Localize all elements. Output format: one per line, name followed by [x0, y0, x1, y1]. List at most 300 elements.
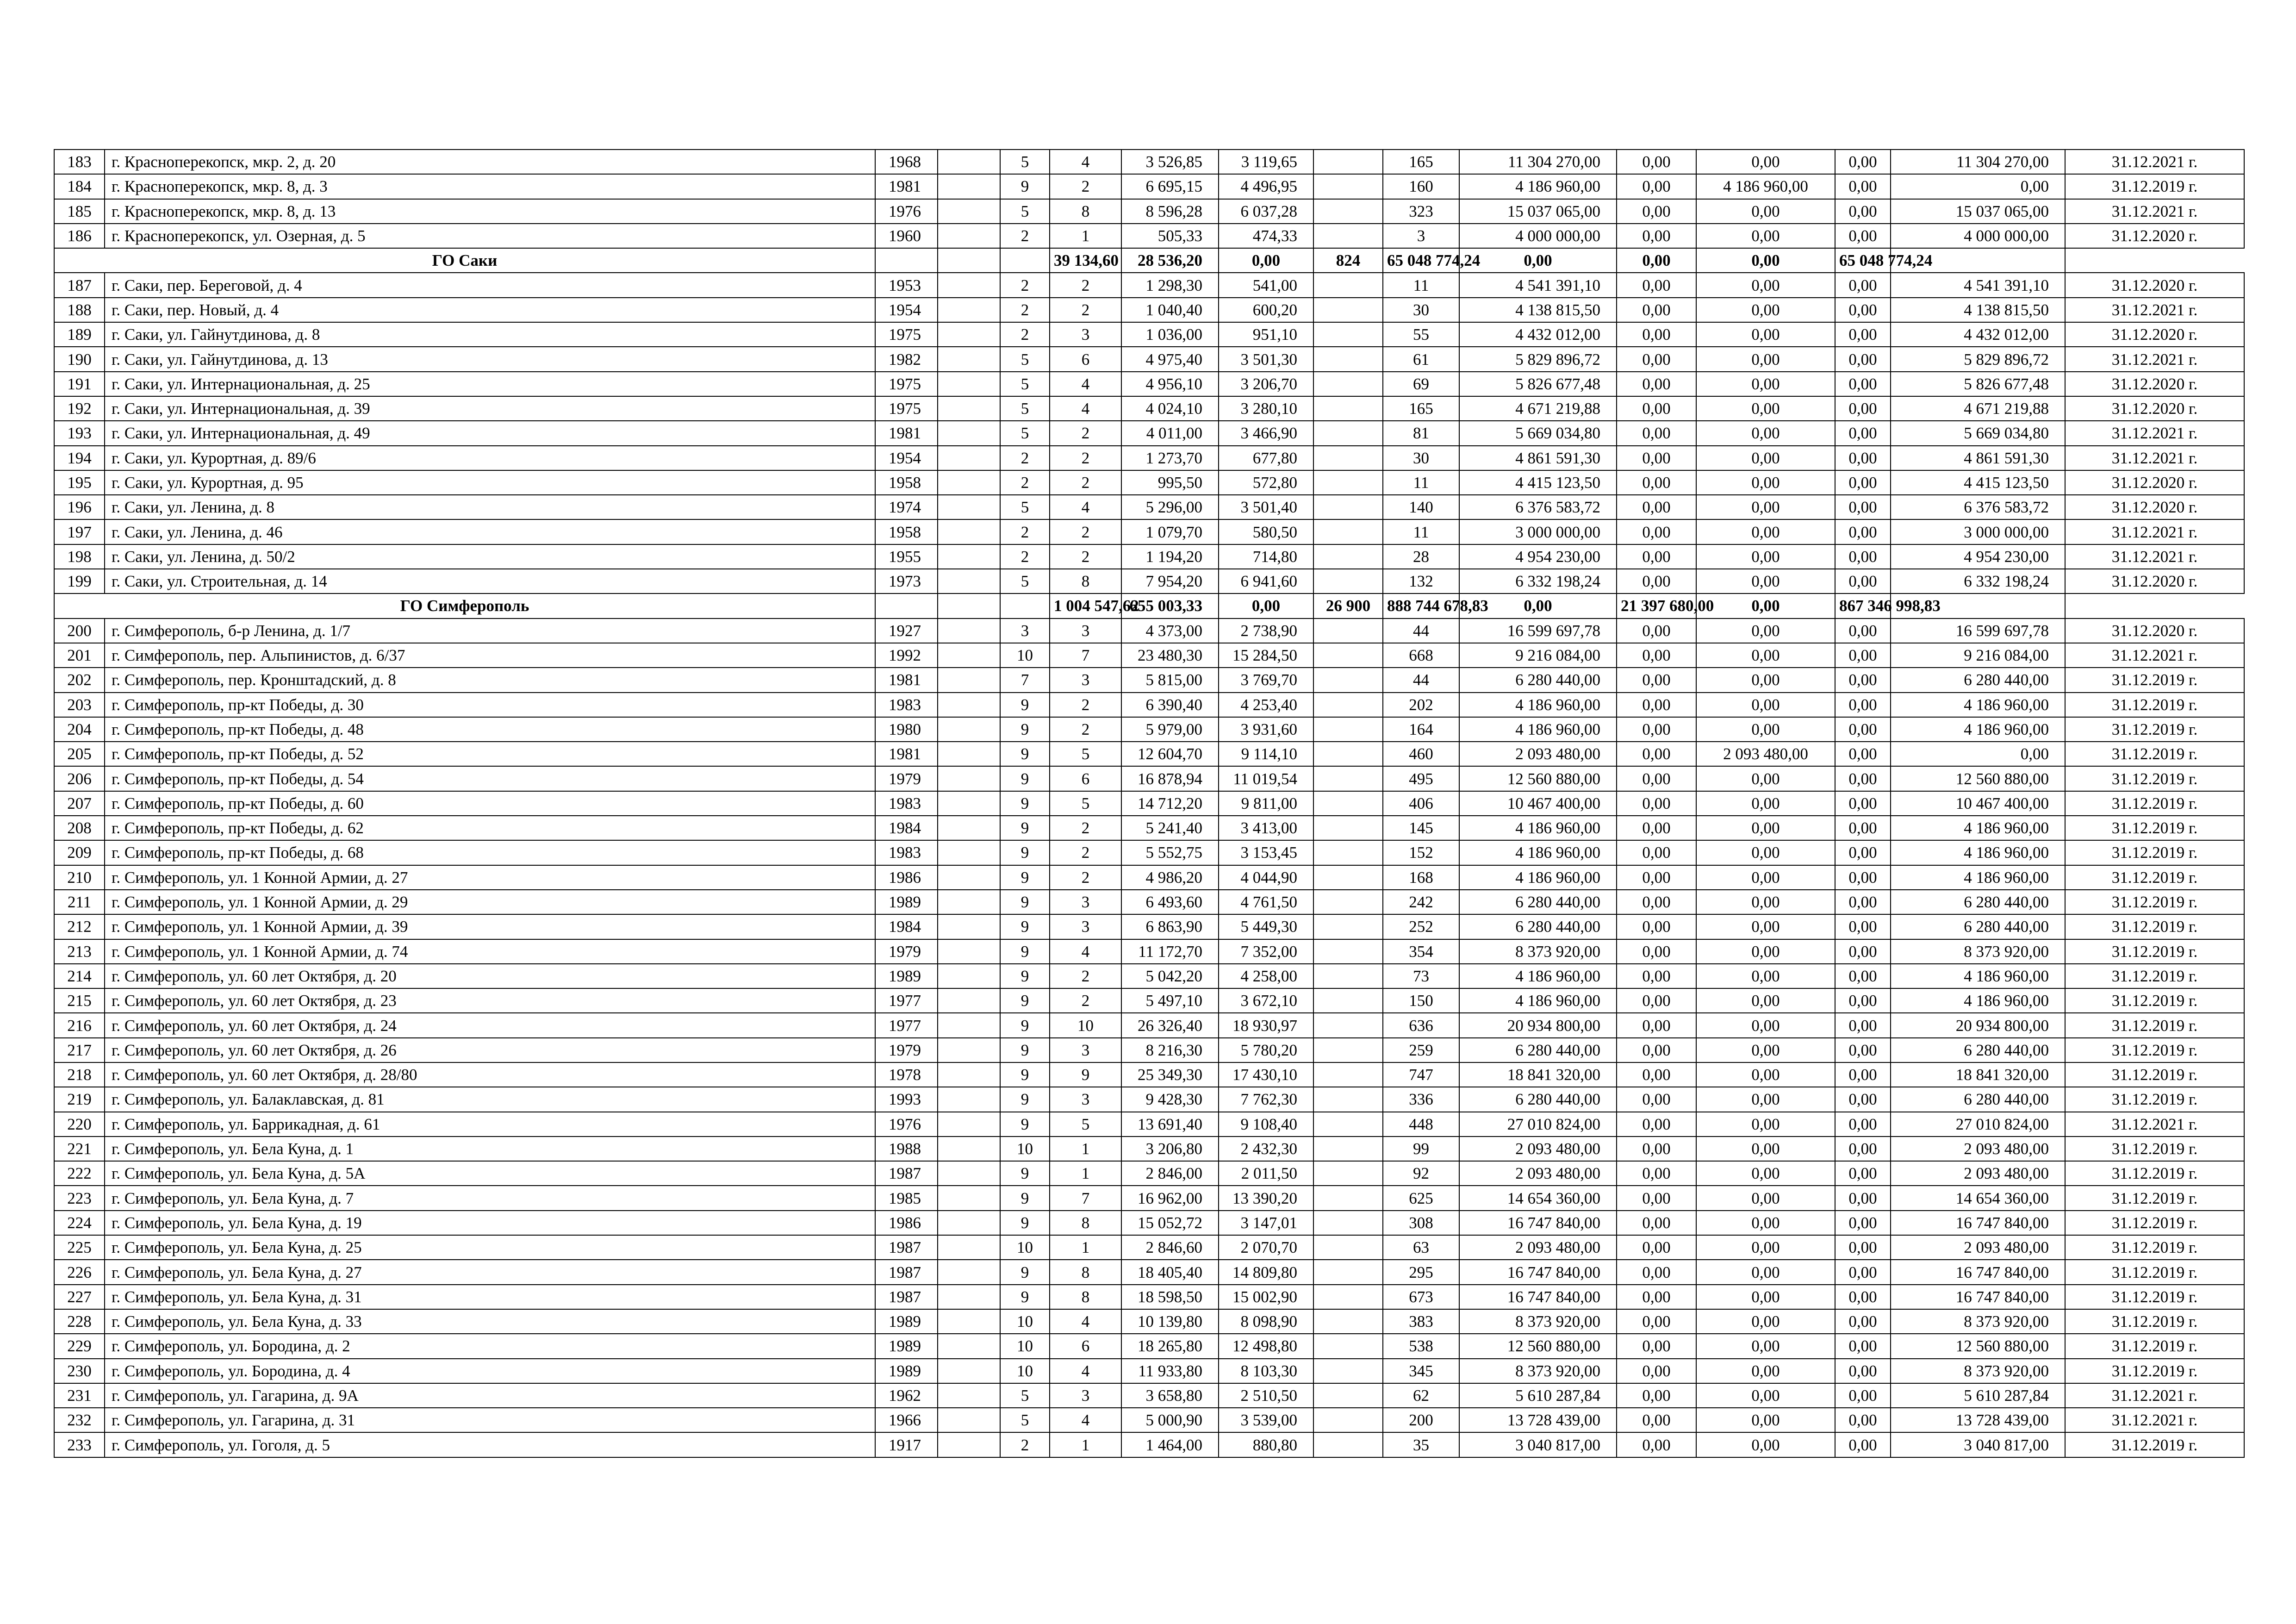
deadline-cell: 31.12.2019 г. — [2065, 1359, 2244, 1383]
living-area-cell: 3 206,70 — [1219, 372, 1313, 396]
total-area-cell: 6 863,90 — [1121, 914, 1219, 939]
empty-cell — [1313, 569, 1383, 593]
address-cell: г. Симферополь, ул. Бела Куна, д. 25 — [105, 1235, 875, 1260]
deadline-cell: 31.12.2019 г. — [2065, 890, 2244, 914]
total-area-cell: 10 139,80 — [1121, 1309, 1219, 1334]
address-cell: г. Саки, ул. Интернациональная, д. 25 — [105, 372, 875, 396]
table-body — [54, 150, 2244, 1457]
floors-cell: 9 — [1000, 174, 1050, 199]
empty-cell — [938, 273, 1000, 297]
year-cell: 1983 — [875, 693, 938, 717]
year-cell: 1981 — [875, 174, 938, 199]
funding-cell: 4 432 012,00 — [1891, 322, 2065, 347]
empty-cell — [938, 1013, 1000, 1037]
funding-cell: 0,00 — [1835, 791, 1891, 816]
entrances-cell: 1 — [1050, 1235, 1121, 1260]
funding-cell: 16 747 840,00 — [1891, 1285, 2065, 1309]
table-row — [54, 1285, 2244, 1309]
floors-cell: 5 — [1000, 421, 1050, 445]
total-cost-cell: 6 280 440,00 — [1459, 1087, 1617, 1112]
row-number: 191 — [54, 372, 105, 396]
row-number: 184 — [54, 174, 105, 199]
living-area-cell: 6 037,28 — [1219, 199, 1313, 224]
funding-cell: 0,00 — [1696, 273, 1835, 297]
floors-cell: 5 — [1000, 150, 1050, 174]
floors-cell: 2 — [1000, 470, 1050, 495]
row-number: 196 — [54, 495, 105, 519]
funding-cell: 0,00 — [1617, 1087, 1696, 1112]
deadline-cell: 31.12.2019 г. — [2065, 816, 2244, 840]
row-number: 210 — [54, 865, 105, 890]
residents-cell: 132 — [1383, 569, 1459, 593]
total-cost-cell: 5 610 287,84 — [1459, 1383, 1617, 1408]
living-area-cell: 15 002,90 — [1219, 1285, 1313, 1309]
year-cell: 1984 — [875, 816, 938, 840]
total-cost-cell: 4 671 219,88 — [1459, 396, 1617, 421]
residents-cell: 242 — [1383, 890, 1459, 914]
entrances-cell: 7 — [1050, 643, 1121, 668]
total-area-cell: 4 024,10 — [1121, 396, 1219, 421]
deadline-cell: 31.12.2019 г. — [2065, 742, 2244, 766]
empty-cell — [938, 840, 1000, 865]
funding-cell: 0,00 — [1617, 1285, 1696, 1309]
year-cell: 1960 — [875, 224, 938, 248]
funding-cell: 10 467 400,00 — [1891, 791, 2065, 816]
living-area-cell: 541,00 — [1219, 273, 1313, 297]
funding-cell: 20 934 800,00 — [1891, 1013, 2065, 1037]
funding-cell: 0,00 — [1835, 1112, 1891, 1137]
year-cell: 1975 — [875, 372, 938, 396]
living-area-cell: 3 931,60 — [1219, 717, 1313, 742]
empty-cell — [938, 1309, 1000, 1334]
deadline-cell: 31.12.2019 г. — [2065, 865, 2244, 890]
living-area-cell: 14 809,80 — [1219, 1260, 1313, 1284]
total-cost-cell: 6 332 198,24 — [1459, 569, 1617, 593]
living-area-cell: 4 496,95 — [1219, 174, 1313, 199]
residents-cell: 668 — [1383, 643, 1459, 668]
table-row — [54, 224, 2244, 248]
funding-cell: 0,00 — [1617, 865, 1696, 890]
funding-cell: 0,00 — [1617, 1359, 1696, 1383]
funding-cell: 0,00 — [1835, 396, 1891, 421]
entrances-cell: 2 — [1050, 816, 1121, 840]
floors-cell: 2 — [1000, 298, 1050, 322]
empty-cell — [938, 248, 1000, 273]
residents-cell: 35 — [1383, 1432, 1459, 1457]
table-row — [54, 1112, 2244, 1137]
total-cost-cell: 27 010 824,00 — [1459, 1112, 1617, 1137]
row-number: 231 — [54, 1383, 105, 1408]
entrances-cell: 9 — [1050, 1062, 1121, 1087]
funding-cell: 21 397 680,00 — [1617, 593, 1696, 618]
funding-cell: 0,00 — [1617, 742, 1696, 766]
table-row — [54, 1309, 2244, 1334]
row-number: 185 — [54, 199, 105, 224]
total-area-cell: 4 373,00 — [1121, 618, 1219, 643]
total-cost-cell: 14 654 360,00 — [1459, 1186, 1617, 1210]
row-number: 187 — [54, 273, 105, 297]
empty-cell — [1313, 1062, 1383, 1087]
funding-cell: 0,00 — [1617, 890, 1696, 914]
funding-cell: 0,00 — [1617, 1062, 1696, 1087]
table-row — [54, 298, 2244, 322]
funding-cell: 0,00 — [1835, 495, 1891, 519]
entrances-cell: 2 — [1050, 964, 1121, 988]
table-row — [54, 1235, 2244, 1260]
residents-cell: 69 — [1383, 372, 1459, 396]
funding-cell: 0,00 — [1835, 1062, 1891, 1087]
year-cell: 1958 — [875, 470, 938, 495]
entrances-cell: 4 — [1050, 1359, 1121, 1383]
address-cell: г. Саки, ул. Ленина, д. 8 — [105, 495, 875, 519]
funding-cell: 0,00 — [1617, 1408, 1696, 1432]
entrances-cell: 3 — [1050, 914, 1121, 939]
section-header-row — [54, 248, 2244, 273]
funding-cell: 0,00 — [1696, 495, 1835, 519]
floors-cell: 5 — [1000, 495, 1050, 519]
funding-cell: 0,00 — [1617, 248, 1696, 273]
row-number: 211 — [54, 890, 105, 914]
funding-cell: 0,00 — [1835, 1334, 1891, 1358]
row-number: 225 — [54, 1235, 105, 1260]
year-cell: 1985 — [875, 1186, 938, 1210]
empty-cell — [1313, 347, 1383, 371]
funding-cell: 0,00 — [1617, 396, 1696, 421]
address-cell: г. Саки, пер. Береговой, д. 4 — [105, 273, 875, 297]
funding-cell: 0,00 — [1835, 766, 1891, 791]
deadline-cell: 31.12.2021 г. — [2065, 1383, 2244, 1408]
floors-cell: 5 — [1000, 569, 1050, 593]
deadline-cell: 31.12.2019 г. — [2065, 1285, 2244, 1309]
empty-cell — [1313, 199, 1383, 224]
empty-cell — [1313, 939, 1383, 964]
deadline-cell: 31.12.2020 г. — [2065, 224, 2244, 248]
floors-cell: 2 — [1000, 1432, 1050, 1457]
year-cell: 1976 — [875, 1112, 938, 1137]
living-area-cell: 8 098,90 — [1219, 1309, 1313, 1334]
table-row — [54, 791, 2244, 816]
year-cell: 1979 — [875, 766, 938, 791]
funding-cell: 0,00 — [1696, 890, 1835, 914]
address-cell: г. Саки, ул. Интернациональная, д. 49 — [105, 421, 875, 445]
total-cost-cell: 4 861 591,30 — [1459, 446, 1617, 470]
empty-cell — [938, 1383, 1000, 1408]
empty-cell — [1313, 1432, 1383, 1457]
funding-cell: 0,00 — [1696, 643, 1835, 668]
total-cost-cell: 4 541 391,10 — [1459, 273, 1617, 297]
funding-cell: 0,00 — [1696, 914, 1835, 939]
living-area-cell: 4 044,90 — [1219, 865, 1313, 890]
funding-cell: 2 093 480,00 — [1891, 1137, 2065, 1161]
year-cell: 1977 — [875, 988, 938, 1013]
deadline-cell: 31.12.2021 г. — [2065, 1408, 2244, 1432]
funding-cell: 4 186 960,00 — [1891, 964, 2065, 988]
row-number: 199 — [54, 569, 105, 593]
residents-cell: 448 — [1383, 1112, 1459, 1137]
entrances-cell: 1 — [1050, 224, 1121, 248]
table-row — [54, 1359, 2244, 1383]
funding-cell: 0,00 — [1696, 668, 1835, 692]
empty-cell — [1313, 1334, 1383, 1358]
funding-cell: 0,00 — [1617, 347, 1696, 371]
floors-cell: 5 — [1000, 372, 1050, 396]
empty-cell — [1313, 1186, 1383, 1210]
deadline-cell: 31.12.2020 г. — [2065, 396, 2244, 421]
empty-cell — [938, 914, 1000, 939]
table-row — [54, 470, 2244, 495]
row-number: 186 — [54, 224, 105, 248]
year-cell: 1979 — [875, 1038, 938, 1062]
deadline-cell: 31.12.2021 г. — [2065, 199, 2244, 224]
funding-cell: 8 373 920,00 — [1891, 1359, 2065, 1383]
address-cell: г. Симферополь, ул. Бела Куна, д. 31 — [105, 1285, 875, 1309]
entrances-cell: 8 — [1050, 1285, 1121, 1309]
year-cell: 1987 — [875, 1260, 938, 1284]
floors-cell: 9 — [1000, 964, 1050, 988]
empty-cell — [938, 865, 1000, 890]
funding-cell: 8 373 920,00 — [1891, 939, 2065, 964]
residents-cell: 99 — [1383, 1137, 1459, 1161]
total-area-cell: 505,33 — [1121, 224, 1219, 248]
floors-cell: 5 — [1000, 347, 1050, 371]
address-cell: г. Симферополь, б-р Ленина, д. 1/7 — [105, 618, 875, 643]
empty-cell — [1313, 668, 1383, 692]
funding-cell: 0,00 — [1835, 840, 1891, 865]
total-cost-cell: 5 829 896,72 — [1459, 347, 1617, 371]
total-area-cell: 1 079,70 — [1121, 519, 1219, 544]
empty-cell — [1313, 1285, 1383, 1309]
deadline-cell: 31.12.2019 г. — [2065, 964, 2244, 988]
living-area-cell: 3 769,70 — [1219, 668, 1313, 692]
floors-cell: 10 — [1000, 1359, 1050, 1383]
total-cost-cell: 10 467 400,00 — [1459, 791, 1617, 816]
entrances-cell: 8 — [1050, 1211, 1121, 1235]
funding-cell: 0,00 — [1696, 618, 1835, 643]
table-row — [54, 150, 2244, 174]
year-cell: 1973 — [875, 569, 938, 593]
funding-cell: 5 669 034,80 — [1891, 421, 2065, 445]
funding-cell: 0,00 — [1617, 446, 1696, 470]
entrances-cell: 3 — [1050, 1383, 1121, 1408]
funding-cell: 0,00 — [1835, 668, 1891, 692]
residents-cell: 345 — [1383, 1359, 1459, 1383]
empty-cell — [1313, 693, 1383, 717]
total-cost-cell: 16 747 840,00 — [1459, 1260, 1617, 1284]
address-cell: г. Симферополь, ул. Бела Куна, д. 5А — [105, 1161, 875, 1186]
funding-cell: 0,00 — [1617, 1161, 1696, 1186]
year-cell: 1982 — [875, 347, 938, 371]
empty-cell — [938, 890, 1000, 914]
funding-cell: 0,00 — [1696, 1260, 1835, 1284]
row-number: 208 — [54, 816, 105, 840]
year-cell: 1975 — [875, 396, 938, 421]
total-area-cell: 5 042,20 — [1121, 964, 1219, 988]
funding-cell: 27 010 824,00 — [1891, 1112, 2065, 1137]
deadline-cell: 31.12.2019 г. — [2065, 1186, 2244, 1210]
year-cell: 1966 — [875, 1408, 938, 1432]
floors-cell: 9 — [1000, 1062, 1050, 1087]
entrances-cell: 8 — [1050, 569, 1121, 593]
floors-cell: 10 — [1000, 1137, 1050, 1161]
empty-cell — [938, 816, 1000, 840]
funding-cell: 0,00 — [1835, 1038, 1891, 1062]
empty-cell — [938, 1112, 1000, 1137]
total-area-cell: 1 464,00 — [1121, 1432, 1219, 1457]
row-number: 230 — [54, 1359, 105, 1383]
floors-cell: 9 — [1000, 1038, 1050, 1062]
funding-cell: 0,00 — [1459, 593, 1617, 618]
entrances-cell: 2 — [1050, 988, 1121, 1013]
funding-cell: 11 304 270,00 — [1891, 150, 2065, 174]
total-cost-cell: 65 048 774,24 — [1383, 248, 1459, 273]
funding-cell: 0,00 — [1696, 791, 1835, 816]
residents-cell: 308 — [1383, 1211, 1459, 1235]
empty-cell — [1313, 717, 1383, 742]
residents-cell: 11 — [1383, 273, 1459, 297]
residents-cell: 44 — [1383, 618, 1459, 643]
row-number: 190 — [54, 347, 105, 371]
funding-cell: 0,00 — [1617, 1211, 1696, 1235]
address-cell: г. Симферополь, пр-кт Победы, д. 30 — [105, 693, 875, 717]
residents-cell: 336 — [1383, 1087, 1459, 1112]
funding-cell: 0,00 — [1696, 1137, 1835, 1161]
empty-cell — [938, 717, 1000, 742]
funding-cell: 0,00 — [1835, 569, 1891, 593]
floors-cell: 2 — [1000, 273, 1050, 297]
total-area-cell: 14 712,20 — [1121, 791, 1219, 816]
residents-cell: 460 — [1383, 742, 1459, 766]
floors-cell: 9 — [1000, 717, 1050, 742]
row-number: 219 — [54, 1087, 105, 1112]
table-row — [54, 199, 2244, 224]
funding-cell: 0,00 — [1617, 150, 1696, 174]
funding-cell: 0,00 — [1835, 914, 1891, 939]
empty-cell — [938, 1408, 1000, 1432]
total-area-cell: 3 526,85 — [1121, 150, 1219, 174]
deadline-cell: 31.12.2021 г. — [2065, 298, 2244, 322]
residents-cell: 28 — [1383, 544, 1459, 569]
empty-cell — [1313, 273, 1383, 297]
empty-cell — [938, 766, 1000, 791]
empty-cell — [1313, 816, 1383, 840]
row-number: 221 — [54, 1137, 105, 1161]
total-cost-cell: 8 373 920,00 — [1459, 939, 1617, 964]
section-subtotal-cell: 0,00 — [1219, 593, 1313, 618]
funding-cell: 0,00 — [1617, 964, 1696, 988]
table-row — [54, 816, 2244, 840]
floors-cell: 5 — [1000, 199, 1050, 224]
deadline-cell: 31.12.2019 г. — [2065, 1235, 2244, 1260]
funding-cell: 0,00 — [1696, 446, 1835, 470]
table-row — [54, 372, 2244, 396]
address-cell: г. Симферополь, пр-кт Победы, д. 48 — [105, 717, 875, 742]
funding-cell: 0,00 — [1835, 618, 1891, 643]
empty-cell — [938, 791, 1000, 816]
table-row — [54, 742, 2244, 766]
row-number: 206 — [54, 766, 105, 791]
total-area-cell: 4 011,00 — [1121, 421, 1219, 445]
funding-cell: 0,00 — [1696, 1309, 1835, 1334]
entrances-cell: 2 — [1050, 446, 1121, 470]
total-cost-cell: 6 280 440,00 — [1459, 668, 1617, 692]
total-area-cell: 3 206,80 — [1121, 1137, 1219, 1161]
floors-cell: 9 — [1000, 988, 1050, 1013]
entrances-cell: 5 — [1050, 791, 1121, 816]
table-row — [54, 322, 2244, 347]
empty-cell — [938, 1334, 1000, 1358]
funding-cell: 0,00 — [1835, 273, 1891, 297]
year-cell: 1962 — [875, 1383, 938, 1408]
deadline-cell: 31.12.2021 г. — [2065, 421, 2244, 445]
entrances-cell: 4 — [1050, 495, 1121, 519]
year-cell: 1980 — [875, 717, 938, 742]
row-number: 205 — [54, 742, 105, 766]
floors-cell: 9 — [1000, 939, 1050, 964]
living-area-cell: 677,80 — [1219, 446, 1313, 470]
funding-cell: 0,00 — [1835, 816, 1891, 840]
living-area-cell: 3 539,00 — [1219, 1408, 1313, 1432]
total-area-cell: 2 846,00 — [1121, 1161, 1219, 1186]
residents-cell: 824 — [1313, 248, 1383, 273]
row-number: 195 — [54, 470, 105, 495]
total-area-cell: 5 241,40 — [1121, 816, 1219, 840]
total-area-cell: 15 052,72 — [1121, 1211, 1219, 1235]
funding-cell: 0,00 — [1617, 693, 1696, 717]
total-area-cell: 3 658,80 — [1121, 1383, 1219, 1408]
empty-cell — [938, 224, 1000, 248]
funding-cell: 4 186 960,00 — [1891, 693, 2065, 717]
empty-cell — [938, 939, 1000, 964]
funding-cell: 0,00 — [1696, 1383, 1835, 1408]
funding-cell: 0,00 — [1617, 174, 1696, 199]
address-cell: г. Симферополь, ул. Бородина, д. 4 — [105, 1359, 875, 1383]
funding-cell: 2 093 480,00 — [1891, 1161, 2065, 1186]
funding-cell: 0,00 — [1617, 544, 1696, 569]
section-header-row — [54, 593, 2244, 618]
empty-cell — [938, 470, 1000, 495]
living-area-cell: 9 811,00 — [1219, 791, 1313, 816]
entrances-cell: 4 — [1050, 372, 1121, 396]
funding-cell: 0,00 — [1617, 618, 1696, 643]
year-cell: 1989 — [875, 890, 938, 914]
deadline-cell: 31.12.2019 г. — [2065, 988, 2244, 1013]
floors-cell: 2 — [1000, 224, 1050, 248]
entrances-cell: 10 — [1050, 1013, 1121, 1037]
row-number: 192 — [54, 396, 105, 421]
row-number: 189 — [54, 322, 105, 347]
floors-cell: 5 — [1000, 1408, 1050, 1432]
funding-cell: 16 747 840,00 — [1891, 1211, 2065, 1235]
year-cell: 1977 — [875, 1013, 938, 1037]
year-cell: 1989 — [875, 1359, 938, 1383]
year-cell: 1989 — [875, 1334, 938, 1358]
table-row — [54, 717, 2244, 742]
total-area-cell: 2 846,60 — [1121, 1235, 1219, 1260]
living-area-cell: 9 108,40 — [1219, 1112, 1313, 1137]
year-cell: 1974 — [875, 495, 938, 519]
total-area-cell: 1 273,70 — [1121, 446, 1219, 470]
funding-cell: 0,00 — [1617, 791, 1696, 816]
funding-cell: 6 280 440,00 — [1891, 1087, 2065, 1112]
funding-cell: 0,00 — [1835, 1087, 1891, 1112]
funding-cell: 0,00 — [1696, 1432, 1835, 1457]
year-cell: 1927 — [875, 618, 938, 643]
funding-cell: 6 280 440,00 — [1891, 1038, 2065, 1062]
entrances-cell: 6 — [1050, 766, 1121, 791]
funding-cell: 0,00 — [1617, 939, 1696, 964]
living-area-cell: 15 284,50 — [1219, 643, 1313, 668]
empty-cell — [1313, 224, 1383, 248]
